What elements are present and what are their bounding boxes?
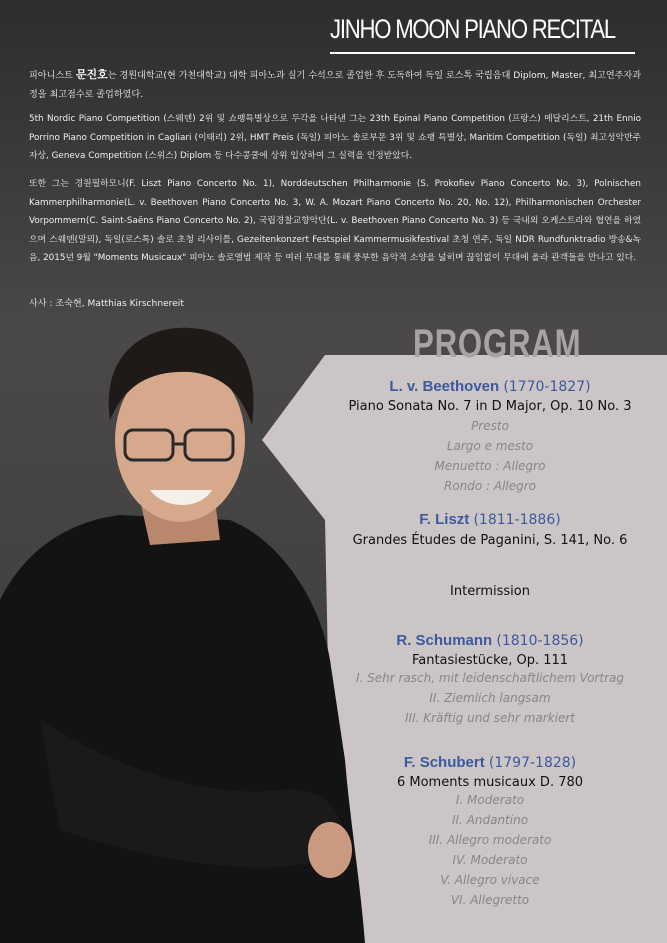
composer-name: F. Liszt <box>419 511 470 528</box>
movement: I. Moderato <box>455 793 525 807</box>
composer-beethoven <box>325 378 655 395</box>
recital-title: JINHO MOON PIANO RECITAL <box>330 14 615 44</box>
beethoven-section <box>325 378 655 496</box>
movement: Menuetto : Allegro <box>434 459 546 473</box>
composer-dates: (1770-1827) <box>503 379 591 395</box>
movement: VI. Allegretto <box>450 893 530 907</box>
movement: II. Andantino <box>451 813 529 827</box>
liszt-section <box>325 511 655 548</box>
composer-schubert <box>325 754 655 771</box>
pianist-name: 문진호 <box>75 68 108 81</box>
composer-name: F. Schubert <box>403 754 485 771</box>
schubert-section <box>325 754 655 910</box>
movement: III. Kräftig und sehr markiert <box>404 711 575 725</box>
composer-dates: (1797-1828) <box>488 755 577 771</box>
work-beethoven: Piano Sonata No. 7 in D Major, Op. 10 No. 3 <box>348 399 632 414</box>
composer-schumann <box>325 632 655 649</box>
movement: V. Allegro vivace <box>440 873 540 887</box>
movement: II. Ziemlich langsam <box>429 691 551 705</box>
bio-paragraph-1 <box>29 66 641 104</box>
composer-name: L. v. Beethoven <box>389 378 500 395</box>
work-schumann: Fantasiestücke, Op. 111 <box>411 653 569 668</box>
program-heading: PROGRAM <box>413 322 582 366</box>
bio-paragraph-3: 또한 그는 경원필하모니(F. Liszt Piano Concerto No. 1), Norddeutschen Philharmonie (S. Prokofiev Piano Concerto No. 3), Polnischen Kammerphilharmonie(L. v. Beethoven Piano Concerto No. 3, W. A. Mozart Piano Concerto No. 20, No. 12), Philharmonischen Orchester Vorpommern(C. Saint-Saëns Piano Concerto No. 2), 국립경찰교향악단(L. v. Beethoven Piano Concerto No. 3) 등 국내외 오케스트라와 협연을 하였으며 스웨덴(말뫼), 독일(로스톡) 솔로 초청 리사이틀, Gezeitenkonzert Festspiel Kammermusikfestival 초청 연주, 독일 NDR Rundfunktradio 방송&녹음, 2015년 9월 "Moments Musicaux" 피아노 솔로앨범 제작 등 여러 무대를 통해 풍부한 음악적 소양을 넓히며 끊임없이 무대에 올라 관객들을 만나고 있다. <box>29 179 641 263</box>
intermission: Intermission <box>450 584 530 599</box>
movement: Rondo : Allegro <box>443 479 537 493</box>
work-liszt: Grandes Études de Paganini, S. 141, No. 6 <box>352 533 628 548</box>
bio-paragraph-2: 5th Nordic Piano Competition (스웨덴) 2위 및 쇼팽특별상으로 두각을 나타낸 그는 23th Epinal Piano Competition (프랑스) 메달리스트, 21th Ennio Porrino Piano Competition in Cagliari (이태리) 2위, HMT Preis (독일) 피아노 솔로부문 3위 및 쇼팽 특별상, Maritim Competition (독일) 최고성악반주자상, Geneva Competition (스위스) Diplom 등 다수콩쿨에 상위 입상하여 그 실력을 인정받았다. <box>29 114 641 161</box>
composer-dates: (1810-1856) <box>496 633 584 649</box>
composer-name: R. Schumann <box>396 632 493 649</box>
movement: III. Allegro moderato <box>428 833 552 847</box>
bio-intro: 피아니스트 <box>29 71 73 81</box>
composer-liszt <box>325 511 655 528</box>
teachers-credit: 사사 : 조숙현, Matthias Kirschnereit <box>29 299 184 309</box>
title-underline <box>330 52 635 54</box>
work-schubert: 6 Moments musicaux D. 780 <box>396 775 584 790</box>
bio-paragraph-1-text: 는 경원대학교(현 가천대학교) 대학 피아노과 실기 수석으로 졸업한 후 도독하여 독일 로스톡 국립음대 Diplom, Master, 최고연주자과정을 최고점수로 졸업하였다. <box>29 71 641 100</box>
movement: Presto <box>471 419 509 433</box>
composer-dates: (1811-1886) <box>473 512 561 528</box>
movement: IV. Moderato <box>452 853 528 867</box>
movement: I. Sehr rasch, mit leidenschaftlichem Vortrag <box>356 671 624 685</box>
movement: Largo e mesto <box>446 439 534 453</box>
schumann-section <box>325 632 655 728</box>
